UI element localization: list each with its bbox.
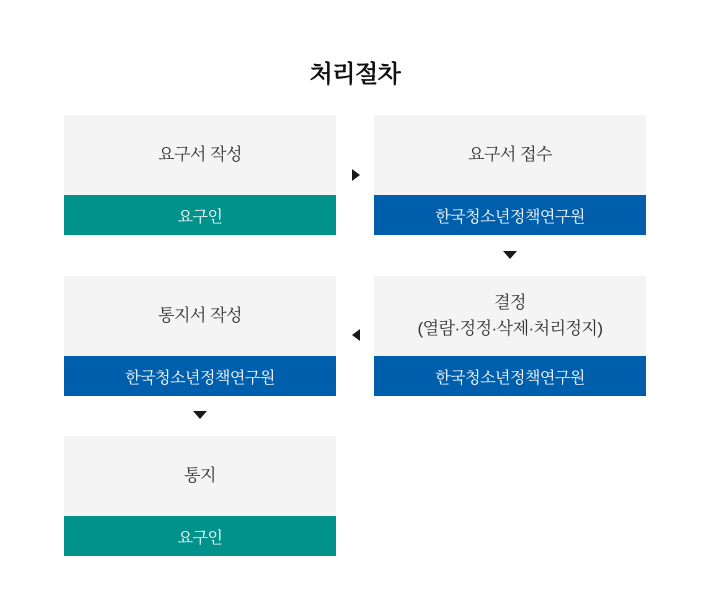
arrow-down-icon bbox=[193, 411, 207, 419]
page-title: 처리절차 bbox=[309, 61, 401, 88]
step-actor-bar bbox=[64, 356, 336, 396]
arrow-right-icon bbox=[352, 169, 360, 181]
step-subtitle: (열람·정정·삭제·처리정지) bbox=[417, 319, 603, 338]
step-title: 통지서 작성 bbox=[158, 306, 242, 325]
step-actor-label: 요구인 bbox=[177, 529, 223, 547]
step-actor-label: 한국청소년정책연구원 bbox=[435, 369, 585, 387]
step-actor-label: 한국청소년정책연구원 bbox=[435, 208, 585, 226]
step-title: 결정 bbox=[494, 293, 526, 312]
step-title-area bbox=[374, 276, 646, 356]
step-title: 통지 bbox=[184, 466, 216, 485]
step-box-write-request bbox=[64, 115, 336, 235]
step-actor-bar bbox=[64, 195, 336, 235]
step-actor-label: 요구인 bbox=[177, 208, 223, 226]
step-actor-bar bbox=[374, 356, 646, 396]
step-title-area bbox=[64, 276, 336, 356]
step-title-area bbox=[374, 115, 646, 195]
step-title-area bbox=[64, 436, 336, 516]
step-title: 요구서 접수 bbox=[468, 145, 552, 164]
step-box-decision bbox=[374, 276, 646, 396]
step-actor-label: 한국청소년정책연구원 bbox=[125, 369, 275, 387]
arrow-down-icon bbox=[503, 251, 517, 259]
arrow-left-icon bbox=[352, 329, 360, 341]
step-actor-bar bbox=[374, 195, 646, 235]
step-title: 요구서 작성 bbox=[158, 145, 242, 164]
step-actor-bar bbox=[64, 516, 336, 556]
step-title-area bbox=[64, 115, 336, 195]
step-box-notify bbox=[64, 436, 336, 556]
step-box-receive-request bbox=[374, 115, 646, 235]
step-box-write-notice bbox=[64, 276, 336, 396]
